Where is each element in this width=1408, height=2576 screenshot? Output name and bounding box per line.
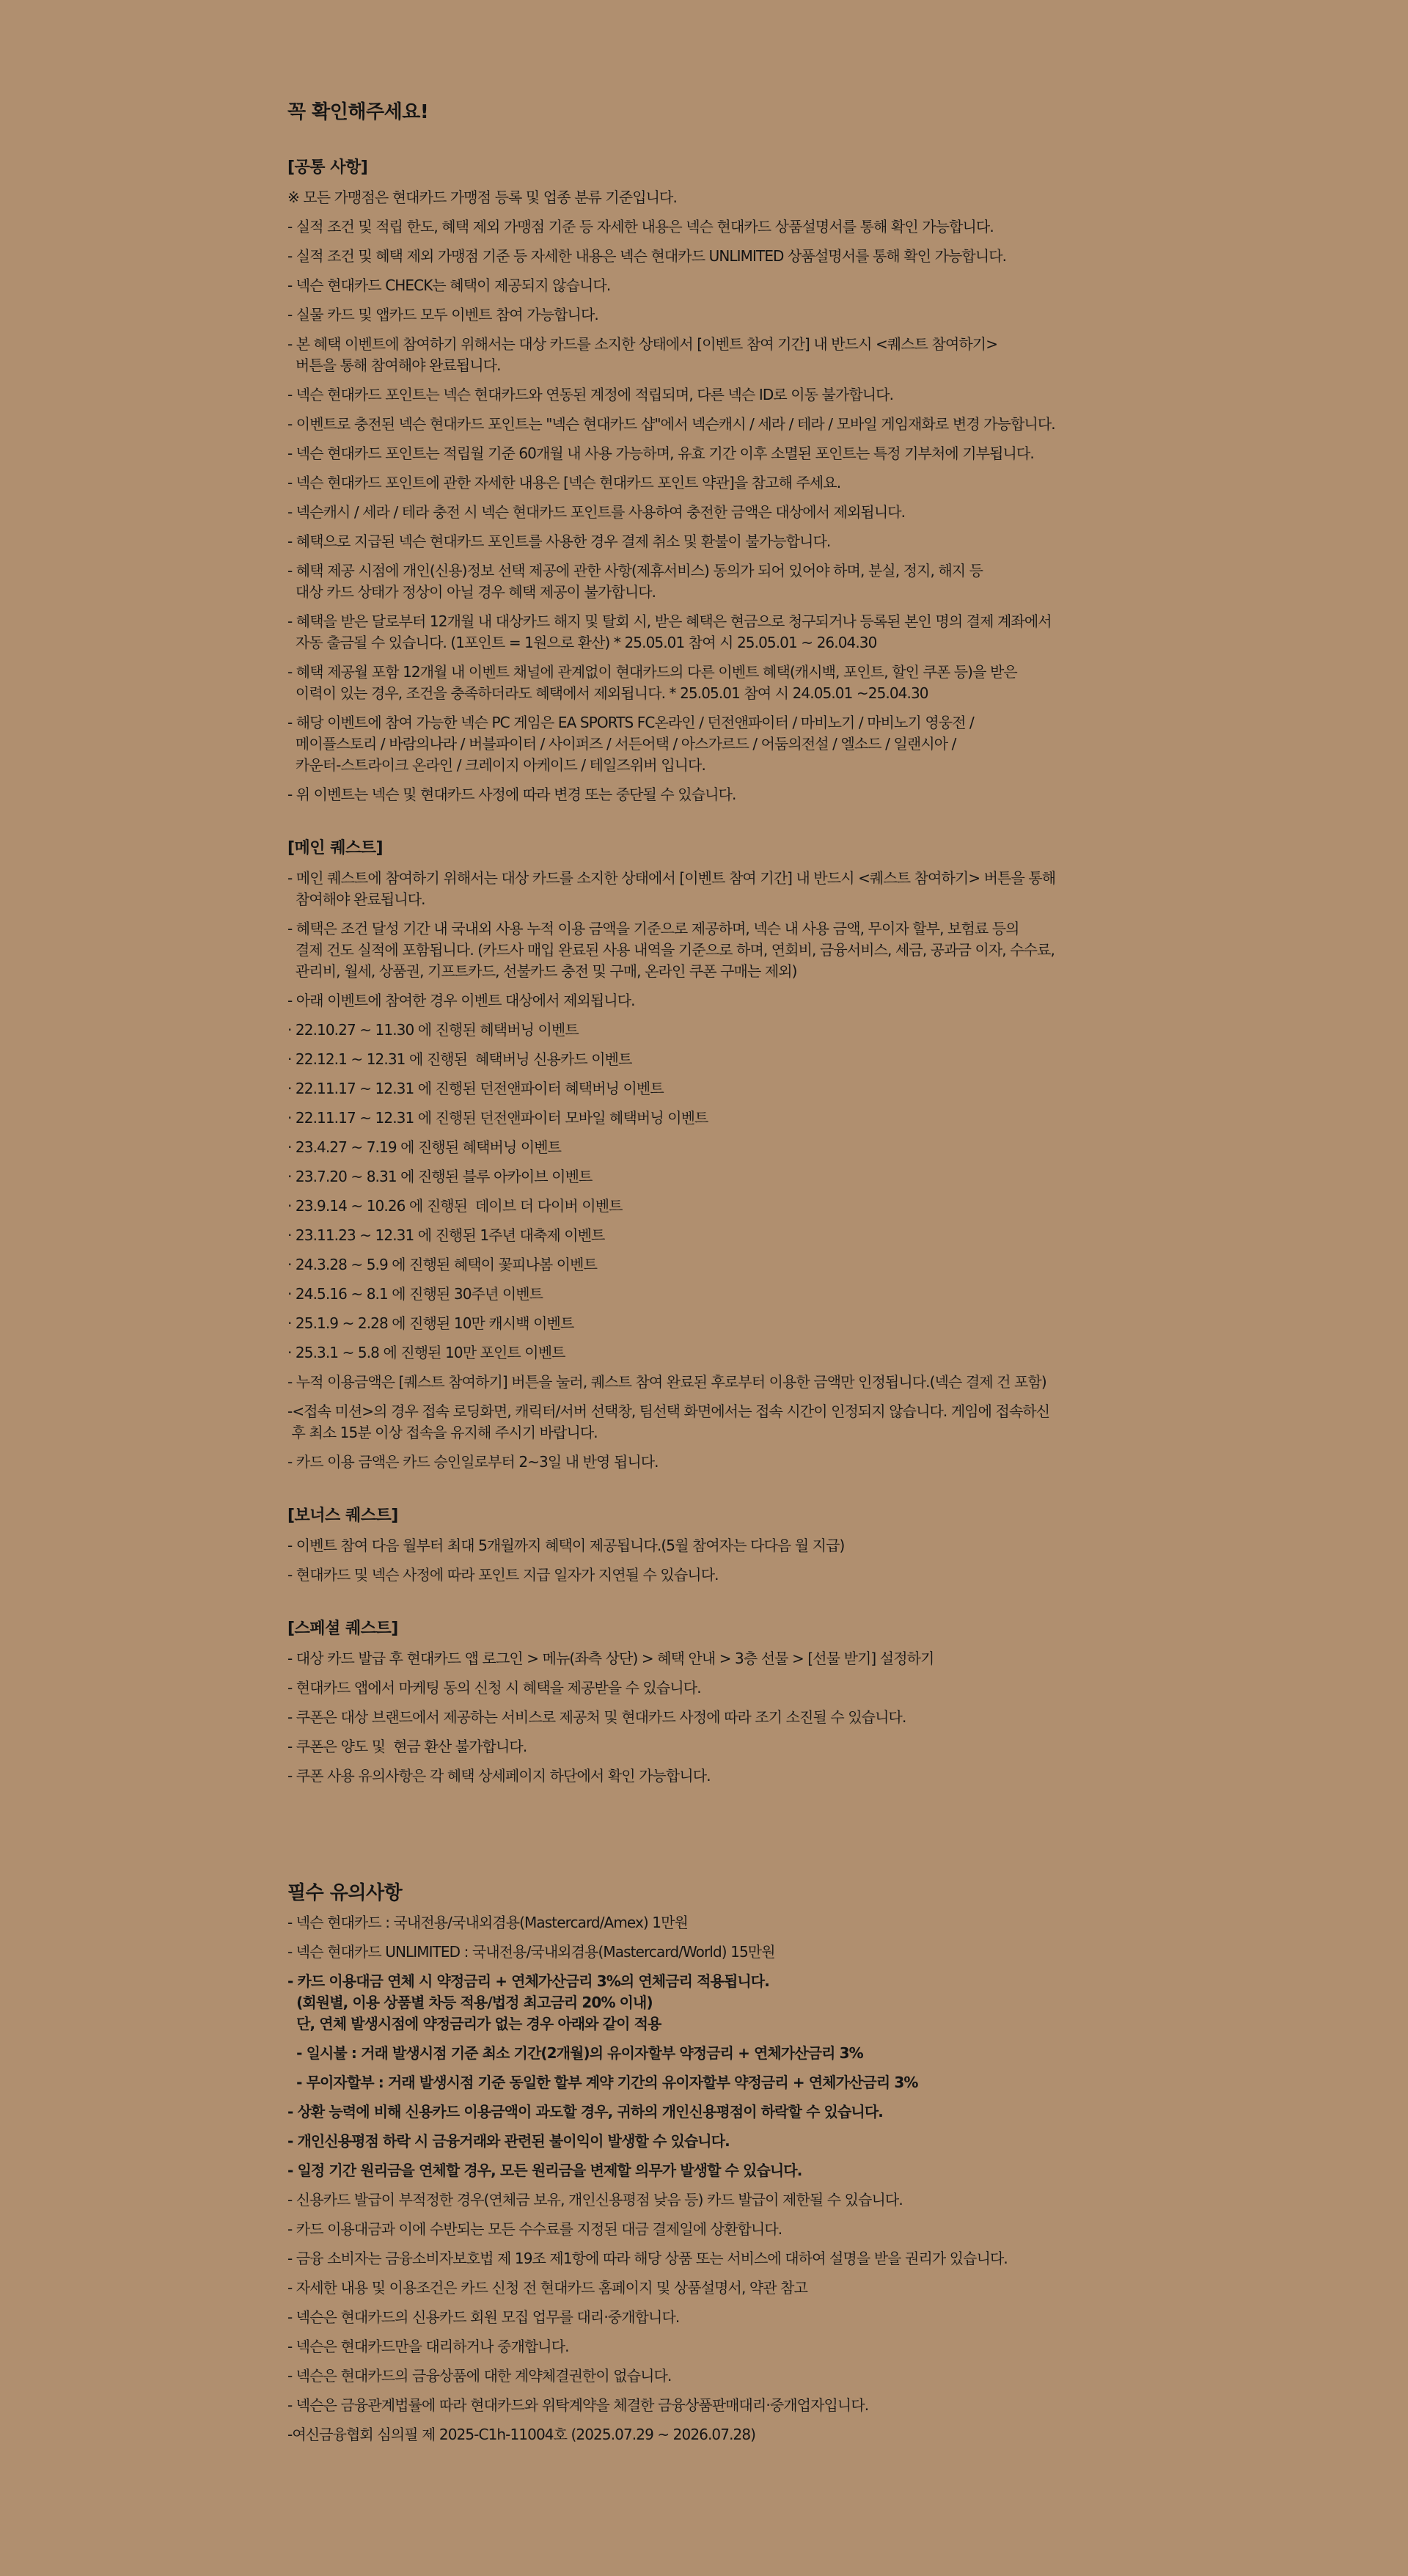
list-item: - 메인 퀘스트에 참여하기 위해서는 대상 카드를 소지한 상태에서 [이벤트 참여 기간] 내 반드시 <퀘스트 참여하기> 버튼을 통해 참여해야 완료됩니다. bbox=[287, 869, 1056, 908]
list-item: - 실적 조건 및 적립 한도, 혜택 제외 가맹점 기준 등 자세한 내용은 넥슨 현대카드 상품설명서를 통해 확인 가능합니다. bbox=[287, 218, 994, 235]
list-item: ※ 모든 가맹점은 현대카드 가맹점 등록 및 업종 분류 기준입니다. bbox=[287, 189, 677, 206]
list-item: - 혜택 제공월 포함 12개월 내 이벤트 채널에 관계없이 현대카드의 다른 이벤트 혜택(캐시백, 포인트, 할인 쿠폰 등)을 받은 이력이 있는 경우, 조건을 충족하더라도 혜택에서 제외됩니다. * 25.05.01 참여 시 24.05.01 ~25.04.30 bbox=[287, 663, 1017, 702]
list-item: - 카드 이용 금액은 카드 승인일로부터 2~3일 내 반영 됩니다. bbox=[287, 1453, 659, 1471]
list-item: · 23.7.20 ~ 8.31 에 진행된 블루 아카이브 이벤트 bbox=[287, 1168, 593, 1185]
list-item: - 아래 이벤트에 참여한 경우 이벤트 대상에서 제외됩니다. bbox=[287, 992, 635, 1009]
required-list bbox=[287, 1908, 1408, 2449]
list-item: - 넥슨 현대카드 UNLIMITED : 국내전용/국내외겸용(Mastercard/World) 15만원 bbox=[287, 1943, 775, 1961]
list-item: - 해당 이벤트에 참여 가능한 넥슨 PC 게임은 EA SPORTS FC온라인 / 던전앤파이터 / 마비노기 / 마비노기 영웅전 / 메이플스토리 / 바람의나라 / 버블파이터 / 사이퍼즈 / 서든어택 / 아스가르드 / 어둠의전설 / 엘소드 / 일랜시아 / 카운터-스트라이크 온라인 / 크레이지 아케이드 / 테일즈위버 입니다. bbox=[287, 714, 974, 774]
list-item: - 쿠폰은 양도 및 현금 환산 불가합니다. bbox=[287, 1738, 527, 1755]
list-item: - 넥슨은 금융관계법률에 따라 현대카드와 위탁계약을 체결한 금융상품판매대리·중개업자입니다. bbox=[287, 2396, 869, 2414]
list-item: · 22.10.27 ~ 11.30 에 진행된 혜택버닝 이벤트 bbox=[287, 1021, 579, 1039]
list-item: - 금융 소비자는 금융소비자보호법 제 19조 제1항에 따라 해당 상품 또는 서비스에 대하여 설명을 받을 권리가 있습니다. bbox=[287, 2250, 1008, 2267]
list-item: -여신금융협회 심의필 제 2025-C1h-11004호 (2025.07.29 ~ 2026.07.28) bbox=[287, 2426, 756, 2443]
bonus-quest-list bbox=[287, 1531, 1408, 1589]
list-item: · 22.11.17 ~ 12.31 에 진행된 던전앤파이터 모바일 혜택버닝 이벤트 bbox=[287, 1109, 708, 1127]
special-quest-list bbox=[287, 1644, 1408, 1790]
list-item: - 넥슨은 현대카드의 신용카드 회원 모집 업무를 대리·중개합니다. bbox=[287, 2308, 680, 2326]
list-item: - 넥슨 현대카드 포인트에 관한 자세한 내용은 [넥슨 현대카드 포인트 약관]을 참고해 주세요. bbox=[287, 474, 841, 491]
list-item: - 실물 카드 및 앱카드 모두 이벤트 참여 가능합니다. bbox=[287, 306, 598, 323]
list-item: - 혜택은 조건 달성 기간 내 국내외 사용 누적 이용 금액을 기준으로 제공하며, 넥슨 내 사용 금액, 무이자 할부, 보험료 등의 결제 건도 실적에 포함됩니다. (카드사 매입 완료된 사용 내역을 기준으로 하며, 연회비, 금융서비스, 세금, 공과금 이자, 수수료, 관리비, 월세, 상품권, 기프트카드, 선불카드 충전 및 구매, 온라인 쿠폰 구매는 제외) bbox=[287, 920, 1055, 980]
list-item: - 자세한 내용 및 이용조건은 카드 신청 전 현대카드 홈페이지 및 상품설명서, 약관 참고 bbox=[287, 2279, 808, 2297]
list-item: · 25.1.9 ~ 2.28 에 진행된 10만 캐시백 이벤트 bbox=[287, 1314, 574, 1332]
list-item: - 현대카드 앱에서 마케팅 동의 신청 시 혜택을 제공받을 수 있습니다. bbox=[287, 1679, 701, 1697]
list-item: - 일정 기간 원리금을 연체할 경우, 모든 원리금을 변제할 의무가 발생할 수 있습니다. bbox=[287, 2162, 802, 2179]
list-item: - 혜택으로 지급된 넥슨 현대카드 포인트를 사용한 경우 결제 취소 및 환불이 불가능합니다. bbox=[287, 533, 831, 550]
list-item: - 대상 카드 발급 후 현대카드 앱 로그인 > 메뉴(좌측 상단) > 혜택 안내 > 3층 선물 > [선물 받기] 설정하기 bbox=[287, 1650, 934, 1667]
list-item: - 위 이벤트는 넥슨 및 현대카드 사정에 따라 변경 또는 중단될 수 있습니다. bbox=[287, 786, 736, 803]
list-item: - 넥슨 현대카드 포인트는 넥슨 현대카드와 연동된 계정에 적립되며, 다른 넥슨 ID로 이동 불가합니다. bbox=[287, 386, 894, 403]
list-item: - 카드 이용대금 연체 시 약정금리 + 연체가산금리 3%의 연체금리 적용됩니다. (회원별, 이용 상품별 차등 적용/법정 최고금리 20% 이내) 단, 연체 발생시점에 약정금리가 없는 경우 아래와 같이 적용 bbox=[287, 1972, 769, 2032]
list-item: - 이벤트 참여 다음 월부터 최대 5개월까지 혜택이 제공됩니다.(5월 참여자는 다다음 월 지급) bbox=[287, 1537, 845, 1554]
list-item: · 22.12.1 ~ 12.31 에 진행된 혜택버닝 신용카드 이벤트 bbox=[287, 1050, 632, 1068]
list-item: · 24.3.28 ~ 5.9 에 진행된 혜택이 꽃피나봄 이벤트 bbox=[287, 1256, 597, 1273]
list-item: - 현대카드 및 넥슨 사정에 따라 포인트 지급 일자가 지연될 수 있습니다. bbox=[287, 1566, 719, 1584]
list-item: - 일시불 : 거래 발생시점 기준 최소 기간(2개월)의 유이자할부 약정금리 + 연체가산금리 3% bbox=[287, 2044, 863, 2062]
list-item: - 넥슨은 현대카드의 금융상품에 대한 계약체결권한이 없습니다. bbox=[287, 2367, 672, 2385]
bonus-quest-heading: [보너스 퀘스트] bbox=[287, 1507, 398, 1525]
list-item: - 본 혜택 이벤트에 참여하기 위해서는 대상 카드를 소지한 상태에서 [이벤트 참여 기간] 내 반드시 <퀘스트 참여하기> 버튼을 통해 참여해야 완료됩니다. bbox=[287, 335, 998, 374]
list-item: - 무이자할부 : 거래 발생시점 기준 동일한 할부 계약 기간의 유이자할부 약정금리 + 연체가산금리 3% bbox=[287, 2074, 918, 2091]
list-item: · 23.11.23 ~ 12.31 에 진행된 1주년 대축제 이벤트 bbox=[287, 1226, 605, 1244]
main-quest-heading: [메인 퀘스트] bbox=[287, 839, 384, 857]
list-item: · 23.9.14 ~ 10.26 에 진행된 데이브 더 다이버 이벤트 bbox=[287, 1197, 623, 1215]
list-item: -<접속 미션>의 경우 접속 로딩화면, 캐릭터/서버 선택창, 팀선택 화면에서는 접속 시간이 인정되지 않습니다. 게임에 접속하신 후 최소 15분 이상 접속을 유지해 주시기 바랍니다. bbox=[287, 1402, 1050, 1441]
required-section bbox=[287, 1878, 1408, 2449]
list-item: - 신용카드 발급이 부적정한 경우(연체금 보유, 개인신용평점 낮음 등) 카드 발급이 제한될 수 있습니다. bbox=[287, 2191, 903, 2209]
common-list bbox=[287, 183, 1408, 809]
section-spacer bbox=[287, 1815, 1408, 1878]
list-item: - 누적 이용금액은 [퀘스트 참여하기] 버튼을 눌러, 퀘스트 참여 완료된 후로부터 이용한 금액만 인정됩니다.(넥슨 결제 건 포함) bbox=[287, 1373, 1046, 1391]
bonus-quest-section bbox=[287, 1501, 1408, 1589]
list-item: · 25.3.1 ~ 5.8 에 진행된 10만 포인트 이벤트 bbox=[287, 1344, 565, 1361]
list-item: - 개인신용평점 하락 시 금융거래와 관련된 불이익이 발생할 수 있습니다. bbox=[287, 2132, 730, 2150]
list-item: - 넥슨은 현대카드만을 대리하거나 중개합니다. bbox=[287, 2338, 569, 2355]
special-quest-section bbox=[287, 1614, 1408, 1790]
list-item: - 혜택 제공 시점에 개인(신용)정보 선택 제공에 관한 사항(제휴서비스) 동의가 되어 있어야 하며, 분실, 정지, 해지 등 대상 카드 상태가 정상이 아닐 경우 혜택 제공이 불가합니다. bbox=[287, 562, 983, 601]
list-item: - 이벤트로 충전된 넥슨 현대카드 포인트는 "넥슨 현대카드 샵"에서 넥슨캐시 / 세라 / 테라 / 모바일 게임재화로 변경 가능합니다. bbox=[287, 415, 1055, 433]
list-item: - 카드 이용대금과 이에 수반되는 모든 수수료를 지정된 대금 결제일에 상환합니다. bbox=[287, 2220, 782, 2238]
main-quest-list bbox=[287, 863, 1408, 1477]
notice-title: 꼭 확인해주세요! bbox=[287, 101, 429, 123]
list-item: - 쿠폰 사용 유의사항은 각 혜택 상세페이지 하단에서 확인 가능합니다. bbox=[287, 1767, 711, 1785]
common-heading: [공통 사항] bbox=[287, 158, 368, 177]
main-quest-section bbox=[287, 834, 1408, 1477]
list-item: - 상환 능력에 비해 신용카드 이용금액이 과도할 경우, 귀하의 개인신용평점이 하락할 수 있습니다. bbox=[287, 2103, 883, 2121]
list-item: - 실적 조건 및 혜택 제외 가맹점 기준 등 자세한 내용은 넥슨 현대카드 UNLIMITED 상품설명서를 통해 확인 가능합니다. bbox=[287, 247, 1007, 265]
common-section bbox=[287, 153, 1408, 809]
list-item: - 넥슨 현대카드 : 국내전용/국내외겸용(Mastercard/Amex) 1만원 bbox=[287, 1914, 688, 1931]
list-item: - 넥슨 현대카드 포인트는 적립월 기준 60개월 내 사용 가능하며, 유효 기간 이후 소멸된 포인트는 특정 기부처에 기부됩니다. bbox=[287, 444, 1034, 462]
list-item: - 넥슨 현대카드 CHECK는 혜택이 제공되지 않습니다. bbox=[287, 277, 611, 294]
list-item: - 혜택을 받은 달로부터 12개월 내 대상카드 해지 및 탈회 시, 받은 혜택은 현금으로 청구되거나 등록된 본인 명의 결제 계좌에서 자동 출금될 수 있습니다. (1포인트 = 1원으로 환산) * 25.05.01 참여 시 25.05.01 ~ 26.04.30 bbox=[287, 612, 1052, 651]
list-item: · 23.4.27 ~ 7.19 에 진행된 혜택버닝 이벤트 bbox=[287, 1138, 562, 1156]
special-quest-heading: [스페셜 퀘스트] bbox=[287, 1620, 398, 1638]
list-item: · 22.11.17 ~ 12.31 에 진행된 던전앤파이터 혜택버닝 이벤트 bbox=[287, 1080, 664, 1097]
list-item: · 24.5.16 ~ 8.1 에 진행된 30주년 이벤트 bbox=[287, 1285, 543, 1303]
required-title: 필수 유의사항 bbox=[287, 1882, 403, 1904]
list-item: - 넥슨캐시 / 세라 / 테라 충전 시 넥슨 현대카드 포인트를 사용하여 충전한 금액은 대상에서 제외됩니다. bbox=[287, 503, 906, 521]
list-item: - 쿠폰은 대상 브랜드에서 제공하는 서비스로 제공처 및 현대카드 사정에 따라 조기 소진될 수 있습니다. bbox=[287, 1708, 906, 1726]
